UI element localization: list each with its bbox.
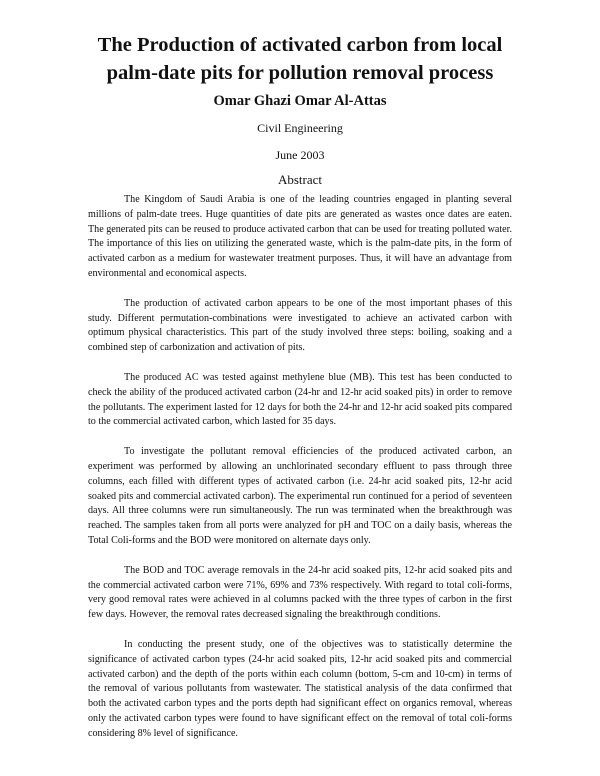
abstract-paragraph-4: To investigate the pollutant removal efficiencies of the produced activated carbon, an experiment was performed by allowing an unchlorinated secondary effluent to pass through three columns, each filled with different types of activated carbon (i.e. 24-hr acid soaked pits, 12-hr acid soaked pits and commercial activated carbon). The experimental run continued for a period of seventeen days. All three columns were run simultaneously. The run was terminated when the breakthrough was reached. The samples taken from all ports were analyzed for pH and TOC on a daily basis, whereas the Total Coli-forms and the BOD were monitored on alternate days only. xyxy=(88,446,512,546)
abstract-paragraph-6: In conducting the present study, one of the objectives was to statistically determine the significance of activated carbon types (24-hr acid soaked pits, 12-hr acid soaked pits and commercial activated carbon) and the depth of the ports within each column (bottom, 5-cm and 10-cm) in terms of the removal of various pollutants from wastewater. The statistical analysis of the data confirmed that both the activated carbon types and the ports depth had significant effect on organics removal, whereas only the activated carbon types were found to have significant effect on the removal of total coli-forms considering 8% level of significance. xyxy=(88,638,512,739)
abstract-heading: Abstract xyxy=(277,172,323,187)
title-line-2: palm-date pits for pollution removal process xyxy=(106,62,494,84)
abstract-body xyxy=(88,193,512,757)
abstract-paragraph-5: The BOD and TOC average removals in the 24-hr acid soaked pits, 12-hr acid soaked pits and the commercial activated carbon were 71%, 69% and 73% respectively. With regard to total coli-forms, very good removal rates were achieved in al columns packed with the three types of carbon in the first few days. However, the removal rates decreased signaling the breakthrough conditions. xyxy=(88,564,512,621)
author-name: Omar Ghazi Omar Al-Attas xyxy=(213,93,387,109)
abstract-paragraph-3: The produced AC was tested against methylene blue (MB). This test has been conducted to check the ability of the produced activated carbon (24-hr and 12-hr acid soaked pits) in order to remove the pollutants. The experiment lasted for 12 days for both the 24-hr and 12-hr acid soaked pits compared to the commercial activated carbon, which lasted for 35 days. xyxy=(88,371,512,428)
title-line-1: The Production of activated carbon from local xyxy=(97,34,503,56)
paper-title xyxy=(60,31,540,87)
publication-date: June 2003 xyxy=(275,148,325,162)
abstract-paragraph-1: The Kingdom of Saudi Arabia is one of the leading countries engaged in planting several millions of palm-date trees. Huge quantities of date pits are generated as wastes once dates are eaten. The generated pits can be reused to produce activated carbon that can be used for treating polluted water. The importance of this lies on utilizing the generated waste, which is the palm-date pits, in the form of activated carbon as a medium for wastewater treatment purposes. Thus, it will have an advantage from environmental and economical aspects. xyxy=(88,194,512,279)
abstract-paragraph-2: The production of activated carbon appears to be one of the most important phases of this study. Different permutation-combinations were investigated to achieve an activated carbon with optimum physical characteristics. This part of the study involved three steps: boiling, soaking and a combined step of carbonization and activation of pits. xyxy=(88,297,512,354)
department: Civil Engineering xyxy=(257,121,343,135)
